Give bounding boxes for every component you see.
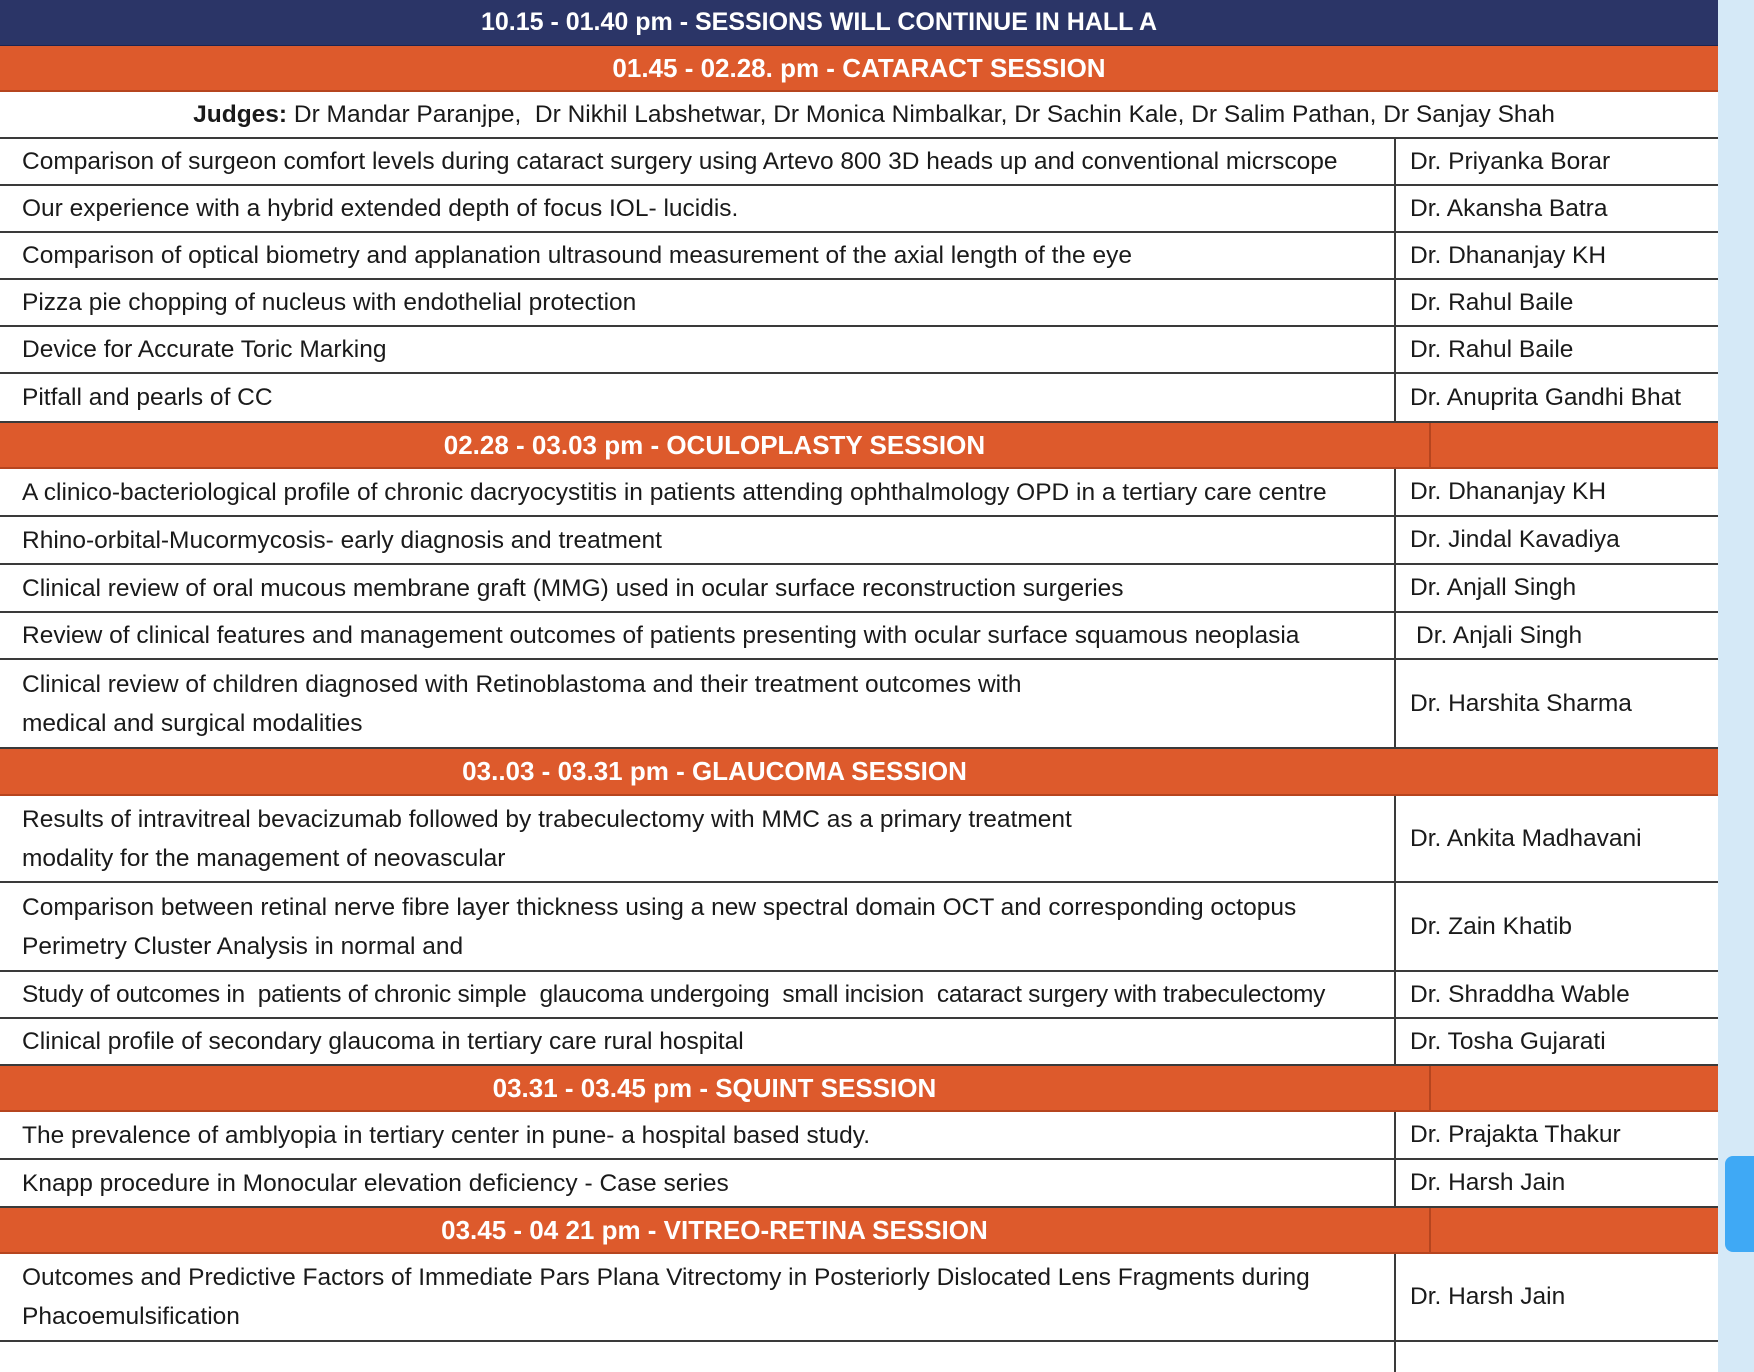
talk-speaker: Dr. Priyanka Borar (1410, 147, 1611, 175)
talk-speaker: Dr. Jindal Kavadiya (1410, 526, 1620, 553)
talk-speaker: Dr. Anuprita Gandhi Bhat (1410, 383, 1682, 411)
table-row (0, 660, 1718, 749)
session-title: 01.45 - 02.28. pm - CATARACT SESSION (612, 52, 1106, 83)
table-row (0, 613, 1718, 660)
talk-speaker: Dr. Anjali Singh (1416, 621, 1583, 649)
talk-title (0, 883, 1396, 970)
session-title: 03.31 - 03.45 pm - SQUINT SESSION (492, 1072, 937, 1103)
table-row (0, 1160, 1718, 1208)
talk-title: Pizza pie chopping of nucleus with endothelial protection (0, 280, 1396, 325)
session-header-oculoplasty (0, 423, 1718, 469)
talk-title-text: Clinical review of children diagnosed with Retinoblastoma and their treatment outcomes with medical and surgical modalities (22, 670, 1022, 737)
talk-title: Comparison of optical biometry and applanation ultrasound measurement of the axial length of the eye (0, 233, 1396, 278)
talk-title: Study of outcomes in patients of chronic simple glaucoma undergoing small incision cataract surgery with trabeculectomy (0, 972, 1396, 1017)
talk-speaker: Dr. Harsh Jain (1410, 1283, 1566, 1310)
talk-speaker-cut-off (1396, 1342, 1718, 1372)
session-title: 03.45 - 04 21 pm - VITREO-RETINA SESSION (441, 1214, 988, 1245)
talk-title: The prevalence of amblyopia in tertiary center in pune- a hospital based study. (0, 1112, 1396, 1158)
talk-speaker: Dr. Rahul Baile (1410, 335, 1574, 363)
session-header-vitreo-retina (0, 1208, 1718, 1254)
table-row (0, 186, 1718, 233)
talk-title: Clinical profile of secondary glaucoma in tertiary care rural hospital (0, 1019, 1396, 1064)
table-row (0, 1112, 1718, 1160)
table-row (0, 883, 1718, 972)
talk-title-text: Outcomes and Predictive Factors of Immediate Pars Plana Vitrectomy in Posteriorly Dislocated Lens Fragments during Phacoemulsification (22, 1264, 1310, 1330)
table-row (0, 469, 1718, 517)
session-header-blank (1429, 423, 1718, 467)
table-row (0, 1019, 1718, 1066)
talk-speaker: Dr. Tosha Gujarati (1410, 1027, 1606, 1055)
judges-names: Dr Mandar Paranjpe, Dr Nikhil Labshetwar, Dr Monica Nimbalkar, Dr Sachin Kale, Dr Salim Pathan, Dr Sanjay Shah (287, 100, 1555, 128)
table-row (0, 1254, 1718, 1342)
talk-speaker: Dr. Ankita Madhavani (1410, 824, 1642, 852)
judges-row (0, 92, 1718, 139)
talk-speaker: Dr. Harshita Sharma (1410, 689, 1632, 717)
talk-title: Rhino-orbital-Mucormycosis- early diagnosis and treatment (0, 517, 1396, 563)
session-header-blank (1429, 1066, 1718, 1110)
talk-title (0, 796, 1396, 881)
side-scroll-button[interactable] (1725, 1156, 1754, 1252)
talk-title (0, 1254, 1396, 1340)
talk-speaker: Dr. Dhananjay KH (1410, 241, 1607, 269)
talk-title: Clinical review of oral mucous membrane graft (MMG) used in ocular surface reconstruction surgeries (0, 565, 1396, 611)
session-title: 02.28 - 03.03 pm - OCULOPLASTY SESSION (443, 429, 986, 460)
talk-speaker: Dr. Rahul Baile (1410, 288, 1574, 316)
hall-notice-banner (0, 0, 1718, 46)
table-row (0, 280, 1718, 327)
talk-title-cut-off (0, 1342, 1396, 1372)
session-header-blank (1429, 1208, 1718, 1252)
table-row (0, 796, 1718, 883)
talk-title-text: Results of intravitreal bevacizumab followed by trabeculectomy with MMC as a primary treatment modality for the management of neovascular (22, 805, 1072, 872)
judges-label: Judges: (193, 100, 288, 128)
talk-speaker: Dr. Shraddha Wable (1410, 980, 1630, 1008)
session-header-glaucoma (0, 749, 1718, 796)
talk-speaker: Dr. Dhananjay KH (1410, 478, 1607, 505)
session-title: 03..03 - 03.31 pm - GLAUCOMA SESSION (462, 756, 967, 786)
talk-title: Knapp procedure in Monocular elevation deficiency - Case series (0, 1160, 1396, 1206)
session-header-squint (0, 1066, 1718, 1112)
talk-title-text: Comparison between retinal nerve fibre layer thickness using a new spectral domain OCT and corresponding octopus Perimetry Cluster Analysis in normal and (22, 893, 1297, 960)
talk-title: Device for Accurate Toric Marking (0, 327, 1396, 372)
talk-speaker: Dr. Zain Khatib (1410, 912, 1573, 940)
talk-speaker: Dr. Harsh Jain (1410, 1169, 1566, 1196)
table-row (0, 565, 1718, 613)
talk-speaker: Dr. Prajakta Thakur (1410, 1121, 1621, 1148)
talk-title: A clinico-bacteriological profile of chronic dacryocystitis in patients attending ophthalmology OPD in a tertiary care centre (0, 469, 1396, 515)
table-row (0, 233, 1718, 280)
table-row (0, 327, 1718, 374)
talk-title: Our experience with a hybrid extended depth of focus IOL- lucidis. (0, 186, 1396, 231)
talk-speaker: Dr. Akansha Batra (1410, 194, 1608, 222)
table-row (0, 139, 1718, 186)
talk-title: Comparison of surgeon comfort levels during cataract surgery using Artevo 800 3D heads up and conventional micrscope (0, 139, 1396, 184)
table-row (0, 517, 1718, 565)
talk-speaker: Dr. Anjall Singh (1410, 574, 1577, 601)
talk-title: Pitfall and pearls of CC (0, 374, 1396, 421)
talk-title (0, 660, 1396, 747)
table-row (0, 374, 1718, 423)
hall-notice-text: 10.15 - 01.40 pm - SESSIONS WILL CONTINUE IN HALL A (480, 8, 1158, 36)
talk-title: Review of clinical features and management outcomes of patients presenting with ocular surface squamous neoplasia (0, 613, 1396, 658)
session-header-cataract (0, 46, 1718, 92)
table-row (0, 972, 1718, 1019)
session-header-blank (1429, 749, 1718, 794)
table-row-cut-off (0, 1342, 1718, 1372)
